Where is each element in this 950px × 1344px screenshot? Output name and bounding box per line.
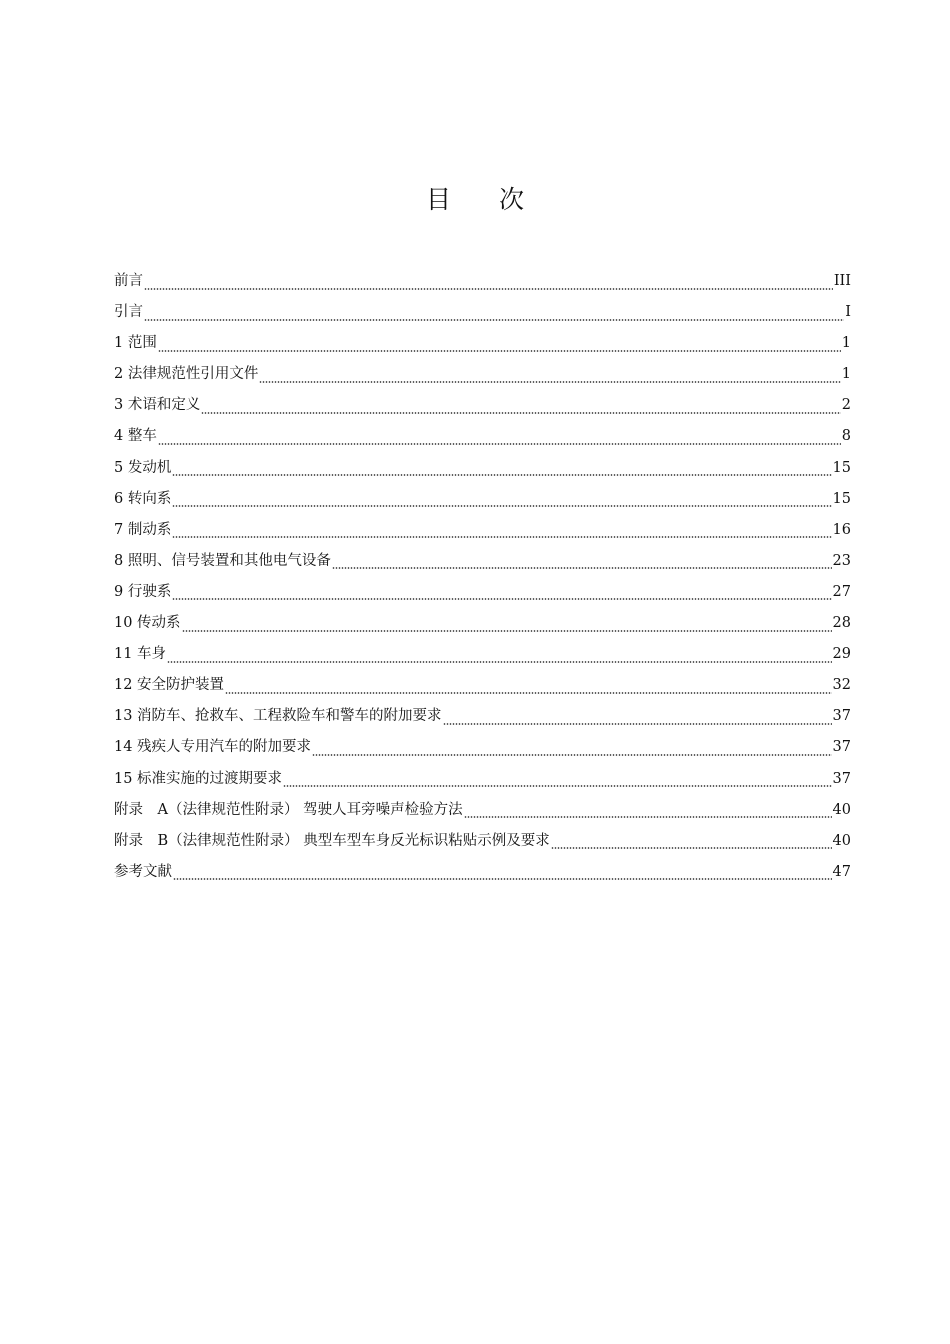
toc-dot-leader (172, 598, 831, 600)
toc-entry[interactable] (114, 390, 851, 421)
toc-entry[interactable] (114, 515, 851, 546)
toc-dot-leader (172, 474, 831, 476)
toc-entry[interactable] (114, 732, 851, 763)
toc-entry-title: 引言 (114, 304, 143, 321)
toc-entry[interactable] (114, 639, 851, 670)
toc-entry-title: 13 消防车、抢救车、工程救险车和警车的附加要求 (114, 708, 442, 725)
toc-entry-page-number: 2 (841, 397, 851, 414)
toc-dot-leader (551, 847, 832, 849)
toc-entry-title: 附录 A（法律规范性附录） 驾驶人耳旁噪声检验方法 (114, 801, 463, 818)
toc-entry[interactable] (114, 670, 851, 701)
toc-entry[interactable] (114, 266, 851, 297)
toc-entry-title: 8 照明、信号装置和其他电气设备 (114, 552, 331, 569)
toc-entry-title: 4 整车 (114, 428, 157, 445)
toc-entry-title: 10 传动系 (114, 615, 181, 632)
toc-entry[interactable] (114, 857, 851, 888)
toc-dot-leader (225, 692, 831, 694)
toc-entry[interactable] (114, 421, 851, 452)
toc-entry-page-number: 15 (832, 490, 851, 507)
toc-entry-title: 11 车身 (114, 646, 167, 663)
toc-entry-page-number: 8 (841, 428, 851, 445)
toc-entry-title: 9 行驶系 (114, 583, 172, 600)
toc-entry[interactable] (114, 764, 851, 795)
toc-entry-page-number: 37 (832, 739, 851, 756)
toc-entry-title: 3 术语和定义 (114, 397, 201, 414)
toc-dot-leader (201, 412, 840, 414)
toc-entry[interactable] (114, 359, 851, 390)
toc-entry[interactable] (114, 795, 851, 826)
toc-dot-leader (144, 319, 844, 321)
toc-entry-title: 1 范围 (114, 335, 157, 352)
toc-entry[interactable] (114, 826, 851, 857)
toc-dot-leader (312, 754, 831, 756)
toc-entry-title: 7 制动系 (114, 521, 172, 538)
toc-entry[interactable] (114, 546, 851, 577)
toc-title: 目次 (425, 185, 572, 214)
toc-entry-page-number: I (845, 304, 851, 321)
toc-entry-page-number: 32 (832, 677, 851, 694)
toc-dot-leader (172, 505, 831, 507)
toc-entry-page-number: 27 (832, 583, 851, 600)
toc-entry-title: 参考文献 (114, 863, 172, 880)
toc-entry-title: 15 标准实施的过渡期要求 (114, 770, 283, 787)
toc-entry[interactable] (114, 608, 851, 639)
toc-dot-leader (332, 567, 832, 569)
toc-entry-page-number: 37 (832, 770, 851, 787)
toc-entry[interactable] (114, 484, 851, 515)
toc-entry-title: 5 发动机 (114, 459, 172, 476)
toc-entry[interactable] (114, 577, 851, 608)
toc-entry-page-number: 23 (832, 552, 851, 569)
toc-entry[interactable] (114, 328, 851, 359)
toc-dot-leader (158, 350, 841, 352)
toc-entry-title: 14 残疾人专用汽车的附加要求 (114, 739, 312, 756)
toc-dot-leader (172, 536, 831, 538)
toc-entry-title: 6 转向系 (114, 490, 172, 507)
toc-entry-page-number: 1 (841, 335, 851, 352)
toc-entry-title: 附录 B（法律规范性附录） 典型车型车身反光标识粘贴示例及要求 (114, 832, 550, 849)
toc-entry[interactable] (114, 453, 851, 484)
toc-entry-page-number: 15 (832, 459, 851, 476)
toc-dot-leader (167, 661, 831, 663)
toc-dot-leader (173, 878, 832, 880)
toc-entry-page-number: 29 (832, 646, 851, 663)
toc-entry[interactable] (114, 297, 851, 328)
toc-entry-page-number: 40 (832, 832, 851, 849)
toc-entry-page-number: 16 (832, 521, 851, 538)
toc-dot-leader (283, 785, 831, 787)
toc-entry-page-number: 28 (832, 615, 851, 632)
toc-entry-page-number: 37 (832, 708, 851, 725)
toc-dot-leader (259, 381, 840, 383)
toc-entry-page-number: 47 (832, 863, 851, 880)
toc-entry-title: 12 安全防护装置 (114, 677, 225, 694)
toc-entry-page-number: 40 (832, 801, 851, 818)
toc-dot-leader (158, 443, 841, 445)
toc-dot-leader (464, 816, 832, 818)
toc-dot-leader (182, 630, 832, 632)
toc-entry-title: 2 法律规范性引用文件 (114, 366, 259, 383)
toc-entry-title: 前言 (114, 273, 143, 289)
toc-dot-leader (443, 723, 832, 725)
toc-list (114, 266, 851, 888)
toc-dot-leader (144, 288, 833, 290)
toc-entry-page-number: III (833, 273, 851, 289)
toc-entry[interactable] (114, 701, 851, 732)
toc-entry-page-number: 1 (841, 366, 851, 383)
